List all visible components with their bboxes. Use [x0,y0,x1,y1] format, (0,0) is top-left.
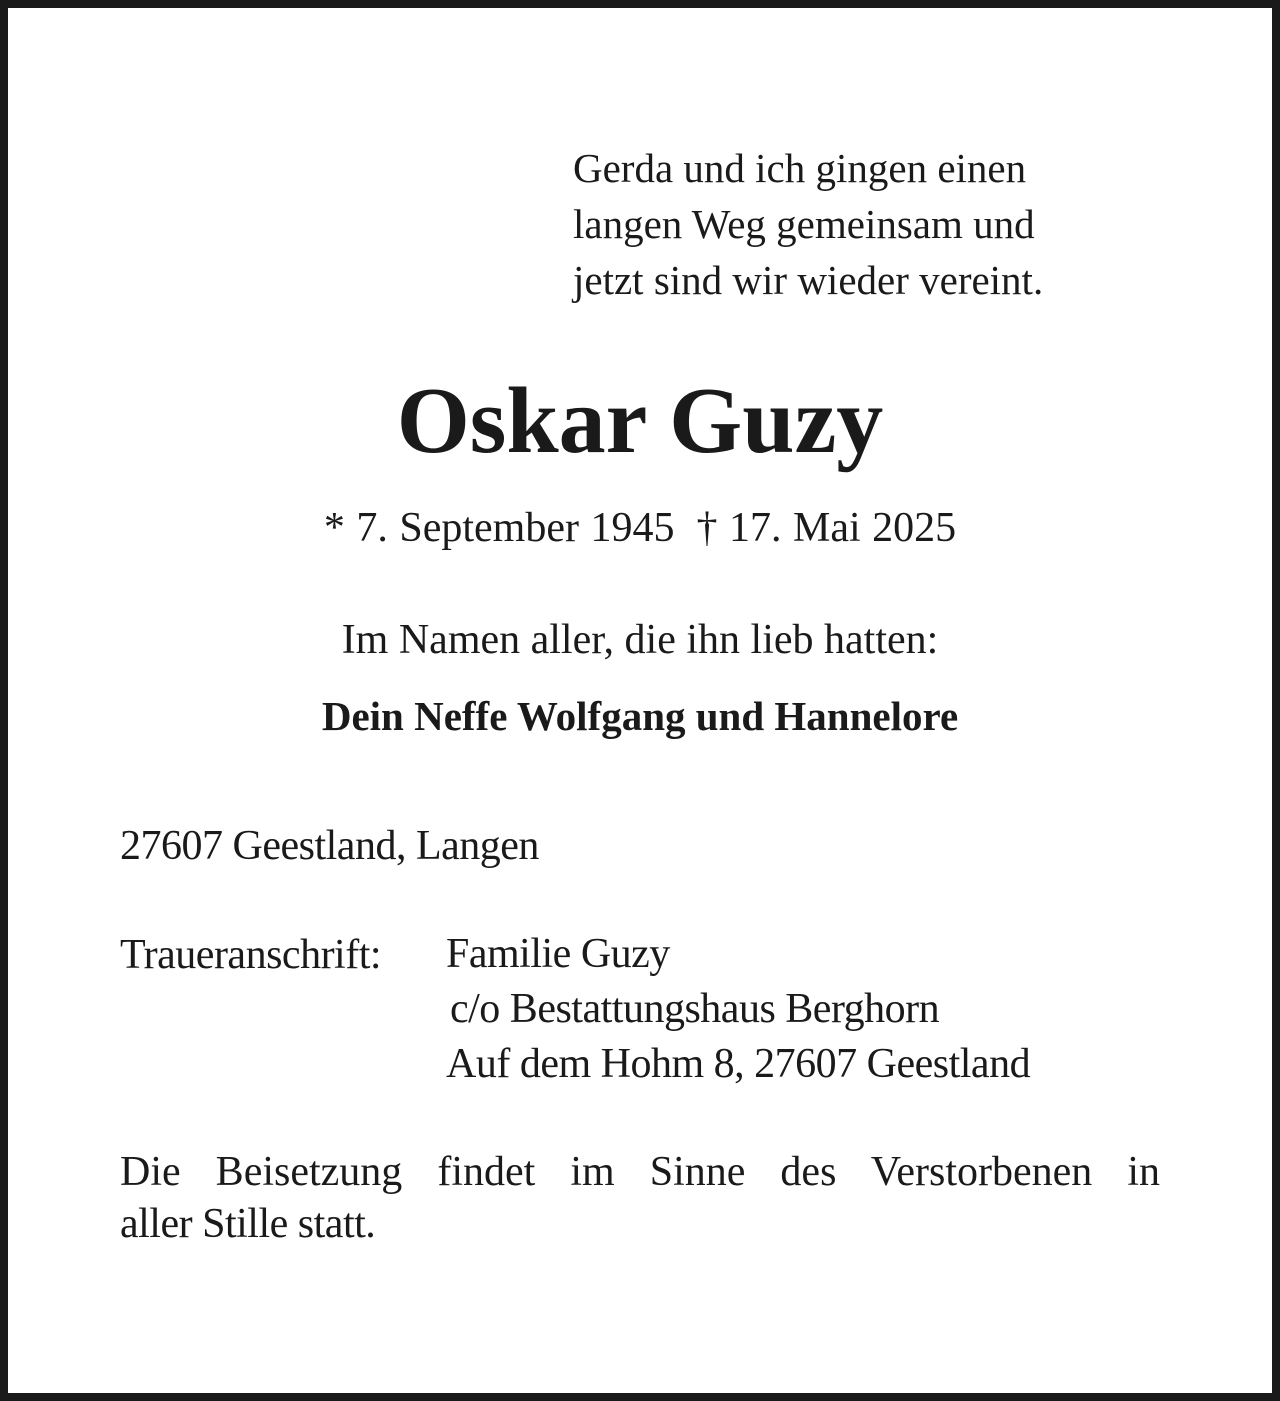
notice-line: aller Stille statt. [120,1201,376,1247]
notice-line: Die Beisetzung findet im Sinne des Verstorbenen in [120,1149,1160,1195]
mourners-intro: Im Namen aller, die ihn lieb hatten: [341,617,939,663]
address-line: Familie Guzy [446,931,670,977]
condolence-address-label: Traueranschrift: [120,932,382,978]
quote-line: jetzt sind wir wieder vereint. [573,257,1044,303]
life-dates [8,500,1272,556]
quote-line: langen Weg gemeinsam und [573,201,1035,247]
place-line: 27607 Geestland, Langen [120,823,539,869]
address-line: Auf dem Hohm 8, 27607 Geestland [446,1041,1031,1087]
burial-notice [120,1146,1160,1250]
death-date: † 17. Mai 2025 [696,505,957,551]
address-line: c/o Bestattungshaus Berghorn [450,986,940,1032]
memorial-quote [573,140,1043,308]
quote-line: Gerda und ich gingen einen [573,145,1027,191]
condolence-address [446,927,1030,1092]
birth-date: * 7. September 1945 [323,505,675,551]
deceased-name: Oskar Guzy [396,369,884,473]
mourners-signature: Dein Neffe Wolfgang und Hannelore [321,693,959,739]
